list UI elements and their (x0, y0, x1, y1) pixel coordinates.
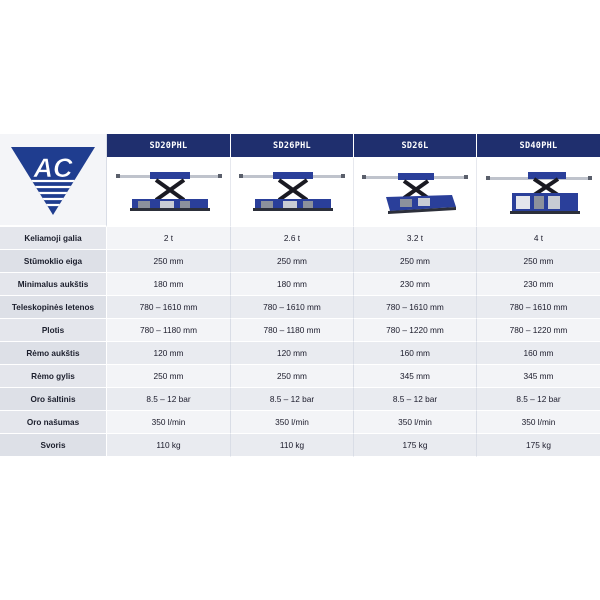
row-label: Minimalus aukštis (0, 273, 107, 296)
row-value: 250 mm (231, 365, 354, 388)
table-row (0, 411, 600, 434)
row-label: Oro šaltinis (0, 388, 107, 411)
row-value: 180 mm (107, 273, 231, 296)
table-row (0, 273, 600, 296)
scissor-jack-icon (360, 167, 470, 217)
product-image-2 (231, 158, 354, 227)
row-value: 8.5 – 12 bar (107, 388, 231, 411)
model-header-4: SD40PHL (477, 134, 600, 158)
row-label: Rėmo gylis (0, 365, 107, 388)
table-row (0, 434, 600, 457)
row-label: Teleskopinės letenos (0, 296, 107, 319)
row-value: 250 mm (354, 250, 477, 273)
row-value: 780 – 1220 mm (477, 319, 600, 342)
table-row (0, 227, 600, 250)
table-row (0, 250, 600, 273)
scissor-jack-icon (484, 167, 594, 217)
row-value: 780 – 1610 mm (231, 296, 354, 319)
row-value: 160 mm (477, 342, 600, 365)
row-value: 250 mm (107, 365, 231, 388)
row-label: Plotis (0, 319, 107, 342)
row-label: Svoris (0, 434, 107, 457)
model-header-2: SD26PHL (231, 134, 354, 158)
row-value: 175 kg (354, 434, 477, 457)
table-row (0, 388, 600, 411)
model-header-3: SD26L (354, 134, 477, 158)
row-value: 345 mm (354, 365, 477, 388)
table-row (0, 342, 600, 365)
row-value: 230 mm (477, 273, 600, 296)
row-value: 230 mm (354, 273, 477, 296)
row-value: 780 – 1180 mm (231, 319, 354, 342)
ac-shield-logo (7, 141, 99, 219)
row-value: 250 mm (477, 250, 600, 273)
logo-cell (0, 134, 107, 227)
row-value: 120 mm (107, 342, 231, 365)
logo-text: AC (33, 152, 73, 183)
row-value: 345 mm (477, 365, 600, 388)
row-value: 780 – 1180 mm (107, 319, 231, 342)
row-value: 780 – 1220 mm (354, 319, 477, 342)
row-value: 175 kg (477, 434, 600, 457)
row-value: 3.2 t (354, 227, 477, 250)
row-value: 780 – 1610 mm (477, 296, 600, 319)
row-value: 4 t (477, 227, 600, 250)
row-value: 780 – 1610 mm (107, 296, 231, 319)
spec-sheet (0, 134, 600, 466)
row-value: 160 mm (354, 342, 477, 365)
spec-table (0, 134, 600, 457)
table-row (0, 296, 600, 319)
scissor-jack-icon (237, 167, 347, 217)
row-value: 780 – 1610 mm (354, 296, 477, 319)
row-label: Oro našumas (0, 411, 107, 434)
row-label: Keliamoji galia (0, 227, 107, 250)
row-value: 8.5 – 12 bar (354, 388, 477, 411)
row-value: 350 l/min (107, 411, 231, 434)
product-image-4 (477, 158, 600, 227)
row-value: 8.5 – 12 bar (477, 388, 600, 411)
row-value: 2.6 t (231, 227, 354, 250)
row-value: 250 mm (231, 250, 354, 273)
scissor-jack-icon (114, 167, 224, 217)
row-label: Rėmo aukštis (0, 342, 107, 365)
row-value: 110 kg (107, 434, 231, 457)
row-value: 350 l/min (231, 411, 354, 434)
product-image-1 (107, 158, 231, 227)
row-value: 2 t (107, 227, 231, 250)
table-row (0, 365, 600, 388)
row-value: 250 mm (107, 250, 231, 273)
table-row (0, 319, 600, 342)
row-label: Stūmoklio eiga (0, 250, 107, 273)
model-header-1: SD20PHL (107, 134, 231, 158)
row-value: 350 l/min (354, 411, 477, 434)
row-value: 120 mm (231, 342, 354, 365)
row-value: 180 mm (231, 273, 354, 296)
row-value: 350 l/min (477, 411, 600, 434)
product-image-3 (354, 158, 477, 227)
row-value: 110 kg (231, 434, 354, 457)
row-value: 8.5 – 12 bar (231, 388, 354, 411)
